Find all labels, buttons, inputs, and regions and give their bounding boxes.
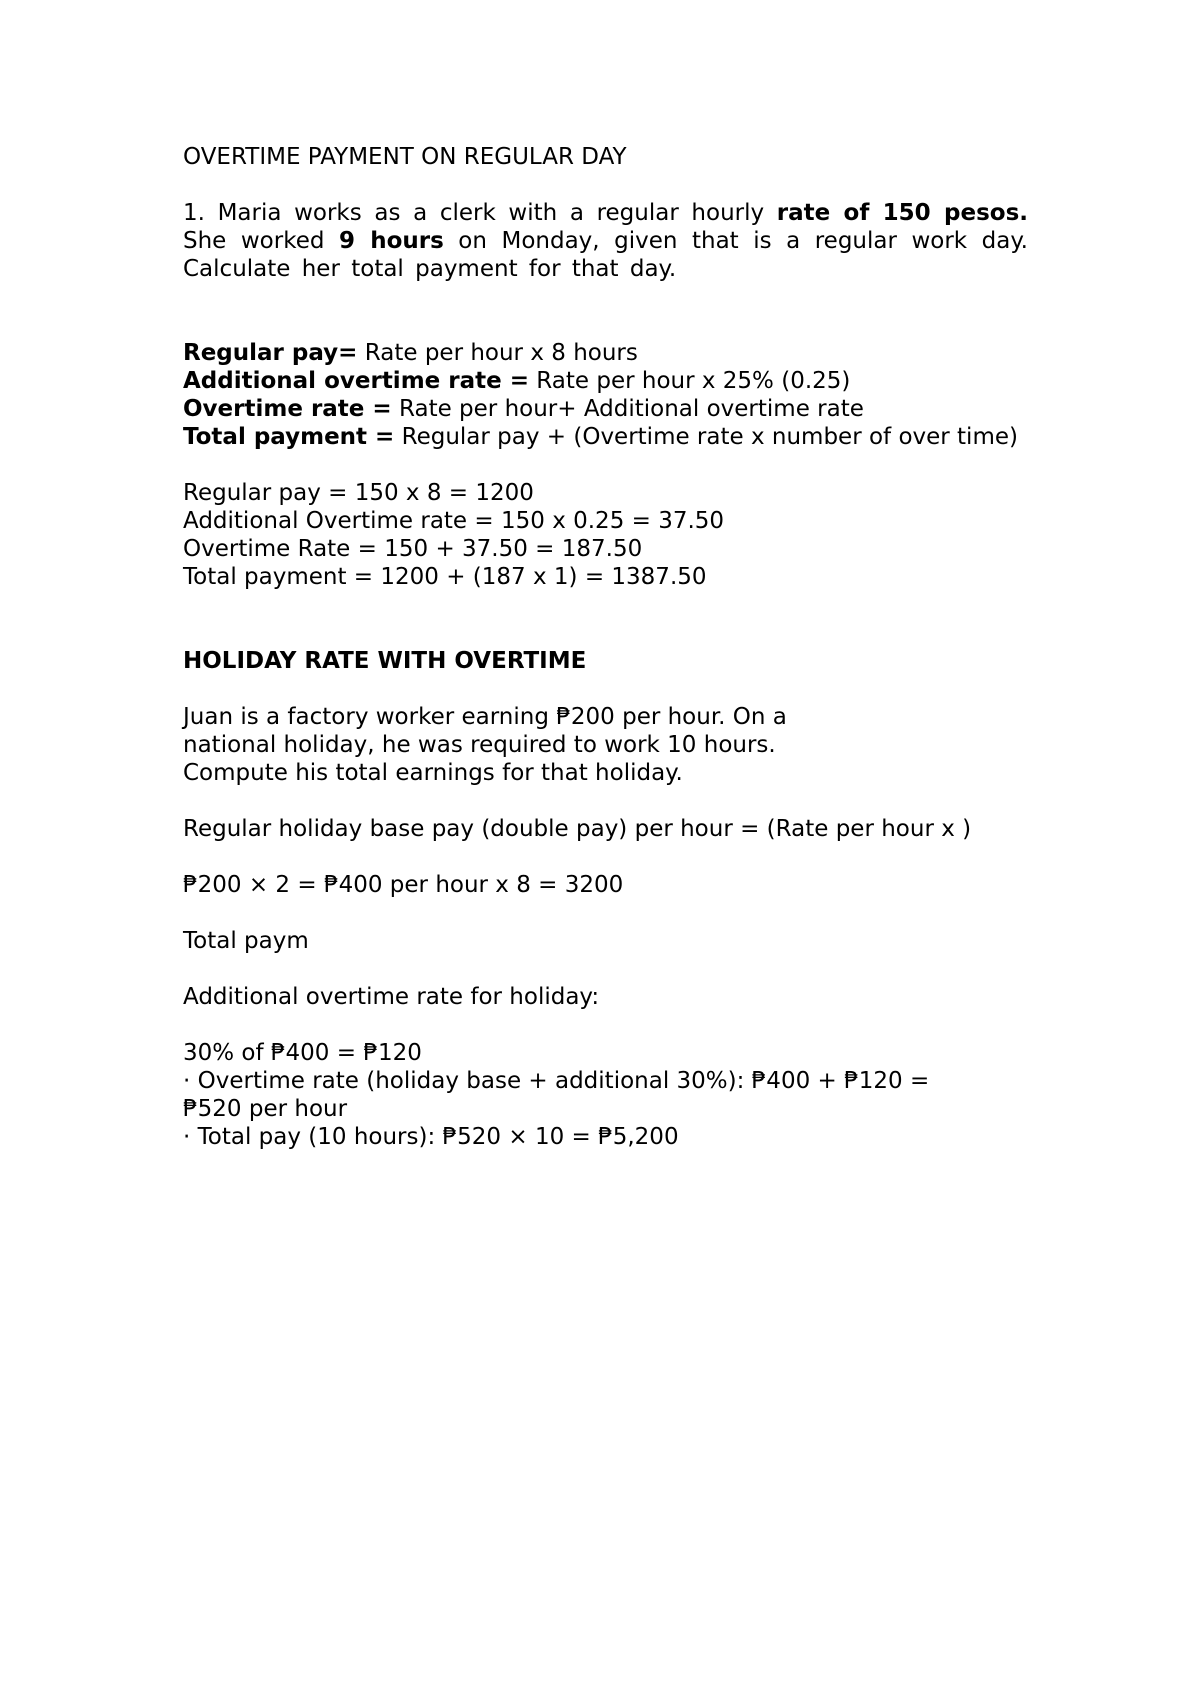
bullet-total-pay: · Total pay (10 hours): ₱520 × 10 = ₱5,200 (183, 1124, 679, 1150)
formula-label: Overtime rate = (183, 396, 392, 422)
formula-regular-pay (183, 339, 1028, 367)
computation-additional-overtime: Additional Overtime rate = 150 x 0.25 = 37.50 (183, 508, 725, 534)
formula-text: Rate per hour+ Additional overtime rate (391, 396, 864, 422)
formula-additional-overtime (183, 367, 1028, 395)
problem-hours-bold: 9 hours (338, 228, 444, 254)
section2-title-bold: HOLIDAY RATE WITH OVERTIME (183, 648, 587, 674)
formula-label: Total payment = (183, 424, 395, 450)
spacer (183, 843, 1028, 871)
formula-overtime-rate (183, 395, 1028, 423)
formula-text: Rate per hour x 25% (0.25) (529, 368, 851, 394)
spacer (183, 591, 1028, 647)
problem-text-2: She worked (183, 228, 339, 254)
computation-regular-pay: Regular pay = 150 x 8 = 1200 (183, 480, 534, 506)
base-pay-calc: ₱200 × 2 = ₱400 per hour x 8 = 3200 (183, 872, 624, 898)
spacer (183, 283, 1028, 339)
computation-overtime-rate: Overtime Rate = 150 + 37.50 = 187.50 (183, 536, 643, 562)
spacer (183, 787, 1028, 815)
formula-total-payment (183, 423, 1028, 451)
additional-label: Additional overtime rate for holiday: (183, 984, 600, 1010)
problem-text-3: on Monday, given that is a regular work day. Calculate her total payment for that day. (183, 228, 1028, 282)
computation-total-payment: Total payment = 1200 + (187 x 1) = 1387.50 (183, 564, 707, 590)
section2-problem: Juan is a factory worker earning ₱200 per hour. On a national holiday, he was required to work 10 hours. Compute his total earnings for that holiday. (183, 704, 787, 786)
section2-title (183, 647, 1028, 675)
additional-calc: 30% of ₱400 = ₱120 (183, 1040, 422, 1066)
spacer (183, 675, 1028, 703)
formula-label: Additional overtime rate = (183, 368, 529, 394)
total-partial: Total paym (183, 928, 309, 954)
formula-text: Regular pay + (Overtime rate x number of over time) (394, 424, 1018, 450)
formula-label: Regular pay= (183, 340, 358, 366)
bullet-overtime-rate: · Overtime rate (holiday base + additional 30%): ₱400 + ₱120 = ₱520 per hour (183, 1068, 930, 1122)
section1-title: OVERTIME PAYMENT ON REGULAR DAY (183, 144, 627, 170)
document-page (183, 143, 1028, 1151)
spacer (183, 899, 1028, 927)
spacer (183, 955, 1028, 983)
spacer (183, 1011, 1028, 1039)
problem-rate-bold: rate of 150 pesos. (776, 200, 1029, 226)
section1-problem (183, 199, 1028, 283)
formula-text: Rate per hour x 8 hours (357, 340, 638, 366)
spacer (183, 171, 1028, 199)
base-pay-line: Regular holiday base pay (double pay) per hour = (Rate per hour x ) (183, 816, 972, 842)
problem-text-1: 1. Maria works as a clerk with a regular hourly (183, 200, 777, 226)
spacer (183, 451, 1028, 479)
